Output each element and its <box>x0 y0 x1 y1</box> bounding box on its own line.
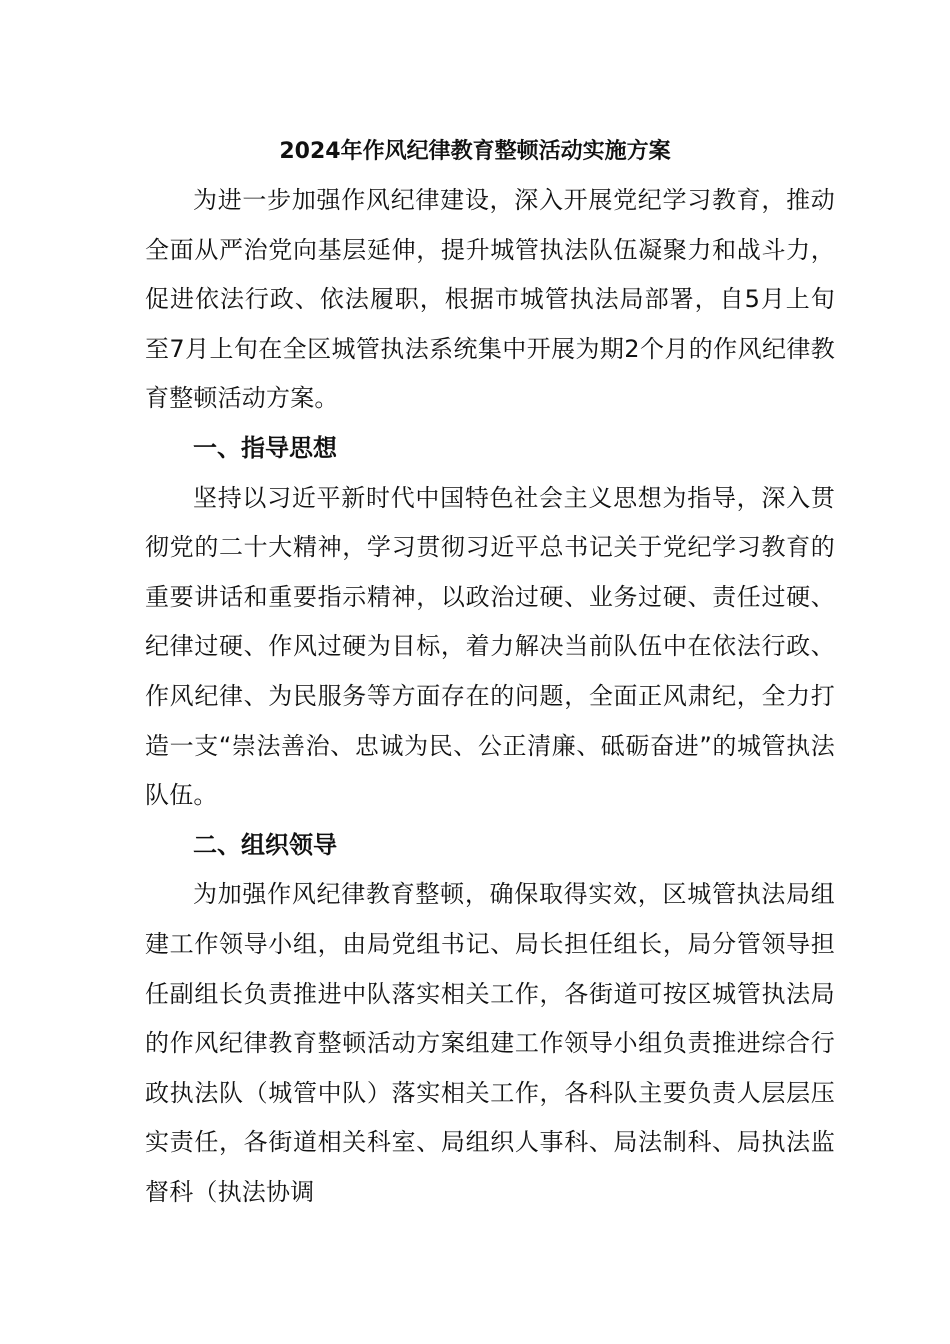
section-heading-guiding-thought: 一、指导思想 <box>193 433 337 462</box>
guiding-thought-paragraph: 坚持以习近平新时代中国特色社会主义思想为指导，深入贯彻党的二十大精神，学习贯彻习近平总书记关于党纪学习教育的重要讲话和重要指示精神，以政治过硬、业务过硬、责任过硬、纪律过硬、作风过硬为目标，着力解决当前队伍中在依法行政、作风纪律、为民服务等方面存在的问题，全面正风肃纪，全力打造一支“崇法善治、忠诚为民、公正清廉、砥砺奋进”的城管执法队伍。 <box>145 483 835 810</box>
document-title: 2024年作风纪律教育整顿活动实施方案 <box>279 139 671 164</box>
organization-paragraph: 为加强作风纪律教育整顿，确保取得实效，区城管执法局组建工作领导小组，由局党组书记、局长担任组长，局分管领导担任副组长负责推进中队落实相关工作，各街道可按区城管执法局的作风纪律教育整顿活动方案组建工作领导小组负责推进综合行政执法队（城管中队）落实相关工作，各科队主要负责人层层压实责任，各街道相关科室、局组织人事科、局法制科、局执法监督科（执法协调 <box>145 880 835 1206</box>
section-heading-organization: 二、组织领导 <box>193 830 337 859</box>
document-body <box>145 176 835 1217</box>
intro-paragraph: 为进一步加强作风纪律建设，深入开展党纪学习教育，推动全面从严治党向基层延伸，提升城管执法队伍凝聚力和战斗力，促进依法行政、依法履职，根据市城管执法局部署，自5月上旬至7月上旬在全区城管执法系统集中开展为期2个月的作风纪律教育整顿活动方案。 <box>145 186 835 413</box>
